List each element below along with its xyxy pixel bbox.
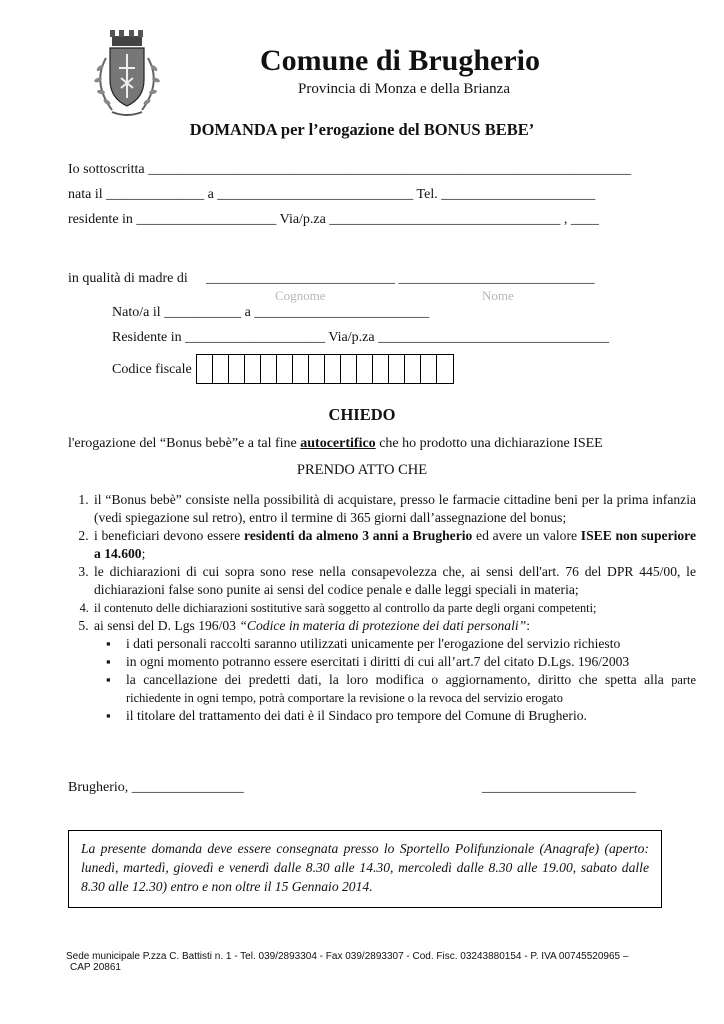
cf-char-box[interactable]	[389, 355, 405, 383]
request-line: l'erogazione del “Bonus bebè”e a tal fine autocertifico che ho prodotto una dichiarazione ISEE	[68, 436, 603, 451]
page-title: Comune di Brugherio	[259, 44, 541, 77]
chiedo-heading: CHIEDO	[328, 405, 396, 424]
conditions-list	[54, 491, 696, 725]
cf-char-box[interactable]	[197, 355, 213, 383]
form-title: DOMANDA per l’erogazione del BONUS BEBE’	[189, 120, 535, 139]
cf-char-box[interactable]	[309, 355, 325, 383]
cognome-caption: Cognome	[275, 288, 326, 303]
cf-char-box[interactable]	[421, 355, 437, 383]
list-item: 1. il “Bonus bebè” consiste nella possibilità di acquistare, presso le farmacie cittadine beni per la prima infanzia (vedi spiegazione sul retro), entro il termine di 365 giorni dall’assegnazione del bonus;	[92, 491, 696, 527]
cf-char-box[interactable]	[357, 355, 373, 383]
child-residence-line[interactable]: Residente in ____________________ Via/p.za _________________________________	[112, 330, 610, 345]
cf-char-box[interactable]	[437, 355, 453, 383]
cf-char-box[interactable]	[341, 355, 357, 383]
child-name-fields[interactable]: ___________________________ ____________________________	[206, 271, 595, 286]
prendo-atto-heading: PRENDO ATTO CHE	[296, 462, 428, 478]
cf-char-box[interactable]	[261, 355, 277, 383]
cf-char-box[interactable]	[293, 355, 309, 383]
applicant-birth-line[interactable]: nata il ______________ a ____________________________ Tel. ______________________	[68, 187, 596, 202]
footer-line-2: CAP 20861	[70, 962, 121, 973]
page-subtitle: Provincia di Monza e della Brianza	[297, 81, 510, 97]
list-item: 4. il contenuto delle dichiarazioni sostitutive sarà soggetto al controllo da parte degli organi competenti;	[92, 599, 696, 617]
cf-char-box[interactable]	[405, 355, 421, 383]
list-item: 3. le dichiarazioni di cui sopra sono rese nella consapevolezza che, ai sensi dell'art. 76 del DPR 445/00, le dichiarazioni false sono punite ai sensi del codice penale e dalle leggi speciali in materia;	[92, 563, 696, 599]
place-date-line[interactable]: Brugherio, ________________	[68, 780, 244, 795]
cf-char-box[interactable]	[277, 355, 293, 383]
applicant-name-line[interactable]: Io sottoscritta _____________________________________________________________________	[68, 162, 632, 177]
codice-fiscale-boxes[interactable]	[196, 354, 454, 384]
footer-line-1: Sede municipale P.zza C. Battisti n. 1 - Tel. 039/2893304 - Fax 039/2893307 - Cod. Fisc. 03243880154 - P. IVA 00745520965 –	[66, 951, 629, 962]
list-item: ▪ in ogni momento potranno essere esercitati i diritti di cui all’art.7 del citato D.Lgs. 196/2003	[122, 653, 696, 671]
list-item: ▪ la cancellazione dei predetti dati, la loro modifica o aggiornamento, diritto che spetta alla parte richiedente in ogni tempo, potrà comportare la revisione o la revoca del servizio erogato	[122, 671, 696, 707]
cf-char-box[interactable]	[213, 355, 229, 383]
applicant-residence-line[interactable]: residente in ____________________ Via/p.za _________________________________ , ____	[68, 212, 599, 227]
list-item: ▪ il titolare del trattamento dei dati è il Sindaco pro tempore del Comune di Brugherio.	[122, 707, 696, 725]
cf-char-box[interactable]	[245, 355, 261, 383]
notice-box: La presente domanda deve essere consegnata presso lo Sportello Polifunzionale (Anagrafe) (aperto: lunedì, martedì, giovedì e venerdì dalle 8.30 alle 14.30, mercoledì dalle 8.30 alle 19.00, sabato dalle 8.30 alle 12.30) entro e non oltre il 15 Gennaio 2014.	[68, 830, 662, 908]
child-birth-line[interactable]: Nato/a il ___________ a _________________________	[112, 305, 430, 320]
mother-of-label: in qualità di madre di	[68, 271, 188, 286]
cf-char-box[interactable]	[325, 355, 341, 383]
cf-char-box[interactable]	[229, 355, 245, 383]
signature-line[interactable]: ______________________	[482, 780, 636, 795]
codice-fiscale-label: Codice fiscale	[112, 362, 192, 377]
list-item: 2. i beneficiari devono essere residenti da almeno 3 anni a Brugherio ed avere un valore ISEE non superiore a 14.600;	[92, 527, 696, 563]
list-item: ▪ i dati personali raccolti saranno utilizzati unicamente per l'erogazione del servizio richiesto	[122, 635, 696, 653]
cf-char-box[interactable]	[373, 355, 389, 383]
nome-caption: Nome	[482, 288, 514, 303]
list-item: 5. ai sensi del D. Lgs 196/03 “Codice in materia di protezione dei dati personali”: ▪ i dati personali raccolti saranno utilizzati unicamente per l'erogazione del servizio richiesto ▪ in ogni momento potranno essere esercitati i diritti di cui all’art.7 del citato D.Lgs. 196/2003 ▪ la cancellazione dei predetti dati, la loro modifica o aggiornamento, diritto che spetta alla parte richiedente in ogni tempo, potrà comportare la revisione o la revoca del servizio erogato ▪ il titolare del trattamento dei dati è il Sindaco pro tempore del Comune di Brugherio.	[92, 617, 696, 725]
privacy-sublist	[94, 635, 696, 725]
footer	[66, 951, 628, 973]
